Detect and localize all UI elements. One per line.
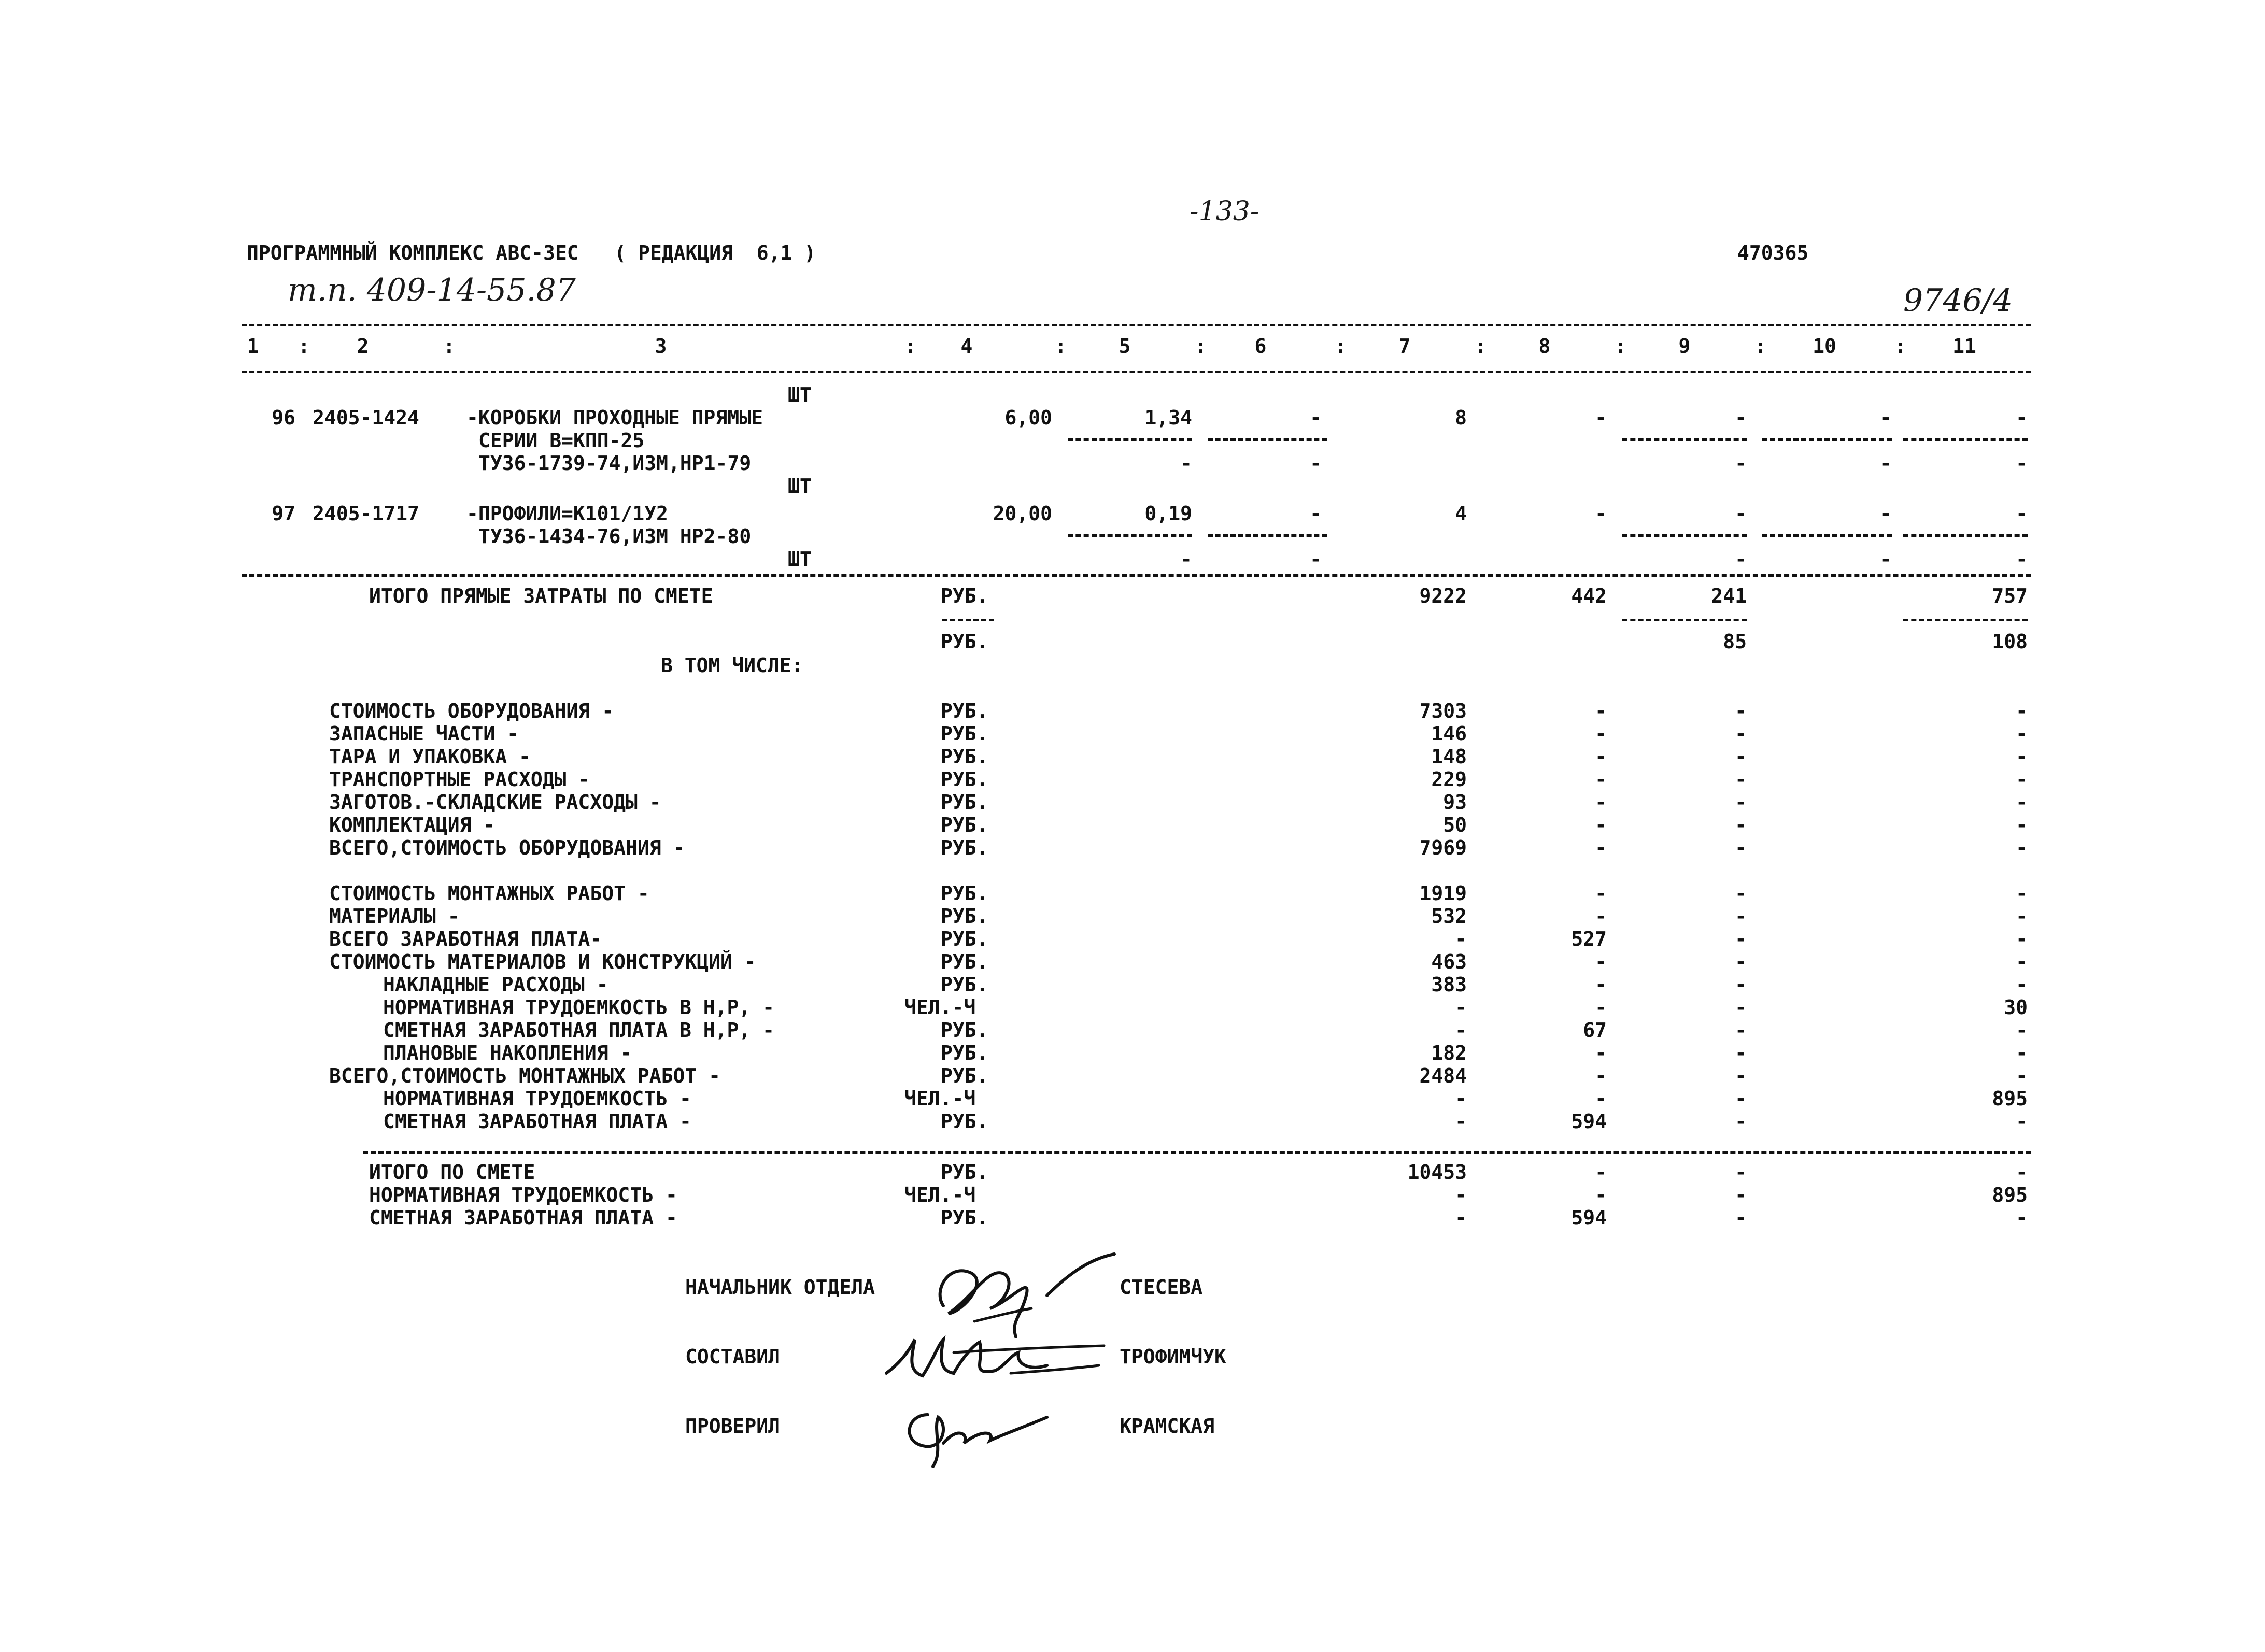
total-direct-unit: РУБ. — [941, 585, 988, 607]
inventory-number: 9746/4 — [1903, 282, 2013, 319]
montage-row-unit: РУБ. — [941, 928, 988, 950]
column-separator: : — [1195, 335, 1207, 358]
final-row-c8: - — [1595, 1161, 1607, 1184]
montage-row-c11: - — [2016, 950, 2028, 973]
cell-sub-c5: - — [1180, 452, 1192, 475]
montage-row-c9: - — [1735, 1019, 1747, 1042]
cell-c5: 1,34 — [1144, 406, 1192, 429]
rule-final — [363, 1151, 2031, 1154]
montage-row-c9: - — [1735, 928, 1747, 950]
equipment-row-c9: - — [1735, 768, 1747, 791]
montage-row-label: НОРМАТИВНАЯ ТРУДОЕМКОСТЬ - — [383, 1087, 691, 1110]
final-row-label: НОРМАТИВНАЯ ТРУДОЕМКОСТЬ - — [369, 1184, 677, 1206]
total-direct-col11-sub: 108 — [1992, 630, 2028, 653]
rule-top — [242, 324, 2031, 326]
rule-sub-col6 — [1208, 534, 1327, 537]
montage-row-unit: РУБ. — [941, 1042, 988, 1064]
montage-row-label: НАКЛАДНЫЕ РАСХОДЫ - — [383, 973, 608, 996]
rule-header-bottom — [242, 371, 2031, 373]
total-direct-unit-2: РУБ. — [941, 630, 988, 653]
montage-row-unit: ЧЕЛ.-Ч — [904, 996, 976, 1019]
equipment-row-label: ЗАГОТОВ.-СКЛАДСКИЕ РАСХОДЫ - — [329, 791, 661, 814]
montage-row-label: ПЛАНОВЫЕ НАКОПЛЕНИЯ - — [383, 1042, 632, 1064]
final-row-c8: - — [1595, 1184, 1607, 1206]
montage-row-c11: 30 — [2004, 996, 2028, 1019]
montage-row-c11: 895 — [1992, 1087, 2028, 1110]
montage-row-c9: - — [1735, 950, 1747, 973]
equipment-row-c9: - — [1735, 722, 1747, 745]
montage-row-c9: - — [1735, 1042, 1747, 1064]
rule-sub-col10 — [1762, 438, 1892, 441]
montage-row-unit: РУБ. — [941, 950, 988, 973]
montage-row-label: СМЕТНАЯ ЗАРАБОТНАЯ ПЛАТА В Н,Р, - — [383, 1019, 774, 1042]
equipment-row-c8: - — [1595, 814, 1607, 836]
montage-row-c8: - — [1595, 905, 1607, 928]
cell-sub-c11: - — [2016, 452, 2028, 475]
total-direct-col11: 757 — [1992, 585, 2028, 607]
signature-name-head: СТЕСЕВА — [1120, 1276, 1203, 1299]
montage-row-c7: - — [1455, 1087, 1467, 1110]
handwritten-signature-2 — [876, 1324, 1120, 1397]
column-header-3: 3 — [655, 335, 667, 358]
equipment-row-unit: РУБ. — [941, 791, 988, 814]
cell-sub-c10: - — [1880, 548, 1892, 571]
equipment-row-c8: - — [1595, 836, 1607, 859]
rule-sub-col6 — [1208, 438, 1327, 441]
final-row-unit: ЧЕЛ.-Ч — [904, 1184, 976, 1206]
total-direct-col8: 442 — [1571, 585, 1607, 607]
final-row-c7: - — [1455, 1184, 1467, 1206]
equipment-row-c11: - — [2016, 745, 2028, 768]
montage-row-c7: 532 — [1431, 905, 1467, 928]
cell-c10: - — [1880, 406, 1892, 429]
item-name-line: ТУ36-1739-74,ИЗМ,НР1-79 — [478, 452, 752, 475]
total-direct-col9: 241 — [1711, 585, 1747, 607]
montage-row-c11: - — [2016, 1110, 2028, 1133]
item-code: 2405-1424 — [313, 406, 419, 429]
final-row-c9: - — [1735, 1206, 1747, 1229]
equipment-row-unit: РУБ. — [941, 814, 988, 836]
montage-row-label: ВСЕГО,СТОИМОСТЬ МОНТАЖНЫХ РАБОТ - — [329, 1064, 720, 1087]
montage-row-c8: - — [1595, 1064, 1607, 1087]
final-row-c11: - — [2016, 1161, 2028, 1184]
cell-sub-c9: - — [1735, 548, 1747, 571]
equipment-row-c9: - — [1735, 745, 1747, 768]
montage-row-c9: - — [1735, 882, 1747, 905]
final-row-label: СМЕТНАЯ ЗАРАБОТНАЯ ПЛАТА - — [369, 1206, 677, 1229]
rule-sub-col10 — [1762, 534, 1892, 537]
montage-row-c8: - — [1595, 950, 1607, 973]
item-name-line: ТУ36-1434-76,ИЗМ НР2-80 — [478, 525, 752, 548]
equipment-row-label: СТОИМОСТЬ ОБОРУДОВАНИЯ - — [329, 700, 614, 722]
item-name-line: -ПРОФИЛИ=К101/1У2 — [466, 502, 668, 525]
montage-row-c9: - — [1735, 1110, 1747, 1133]
item-number: 97 — [272, 502, 295, 525]
equipment-row-c11: - — [2016, 791, 2028, 814]
equipment-row-label: ТРАНСПОРТНЫЕ РАСХОДЫ - — [329, 768, 590, 791]
item-code: 2405-1717 — [313, 502, 419, 525]
montage-row-c9: - — [1735, 905, 1747, 928]
total-direct-col7: 9222 — [1419, 585, 1467, 607]
equipment-row-unit: РУБ. — [941, 722, 988, 745]
final-row-unit: РУБ. — [941, 1206, 988, 1229]
total-direct-label: ИТОГО ПРЯМЫЕ ЗАТРАТЫ ПО СМЕТЕ — [369, 585, 713, 607]
equipment-row-c9: - — [1735, 791, 1747, 814]
column-header-9: 9 — [1678, 335, 1691, 358]
signature-name-checked: КРАМСКАЯ — [1120, 1415, 1215, 1437]
montage-row-c9: - — [1735, 973, 1747, 996]
signature-role-compiled: СОСТАВИЛ — [685, 1345, 781, 1368]
total-direct-col9-sub: 85 — [1723, 630, 1747, 653]
montage-row-c11: - — [2016, 905, 2028, 928]
final-row-label: ИТОГО ПО СМЕТЕ — [369, 1161, 535, 1184]
montage-row-c8: - — [1595, 996, 1607, 1019]
cell-c5: 0,19 — [1144, 502, 1192, 525]
montage-row-label: СМЕТНАЯ ЗАРАБОТНАЯ ПЛАТА - — [383, 1110, 691, 1133]
montage-row-c8: - — [1595, 1087, 1607, 1110]
column-header-4: 4 — [960, 335, 973, 358]
montage-row-unit: РУБ. — [941, 1110, 988, 1133]
equipment-row-c11: - — [2016, 700, 2028, 722]
montage-row-c11: - — [2016, 1064, 2028, 1087]
montage-row-c9: - — [1735, 1087, 1747, 1110]
montage-row-unit: ЧЕЛ.-Ч — [904, 1087, 976, 1110]
montage-row-c11: - — [2016, 1019, 2028, 1042]
cell-sub-c6: - — [1310, 548, 1322, 571]
rule-items-bottom — [242, 574, 2031, 577]
column-header-1: 1 — [247, 335, 259, 358]
column-header-8: 8 — [1538, 335, 1551, 358]
column-header-5: 5 — [1119, 335, 1131, 358]
unit-label: ШТ — [788, 383, 812, 406]
item-name-line: -КОРОБКИ ПРОХОДНЫЕ ПРЯМЫЕ — [466, 406, 763, 429]
column-header-7: 7 — [1398, 335, 1411, 358]
cell-c11: - — [2016, 406, 2028, 429]
montage-row-label: ВСЕГО ЗАРАБОТНАЯ ПЛАТА- — [329, 928, 602, 950]
equipment-row-c7: 50 — [1443, 814, 1467, 836]
equipment-row-c7: 7303 — [1419, 700, 1467, 722]
montage-row-c7: 463 — [1431, 950, 1467, 973]
final-row-c7: - — [1455, 1206, 1467, 1229]
column-separator: : — [1754, 335, 1766, 358]
signature-role-head: НАЧАЛЬНИК ОТДЕЛА — [685, 1276, 875, 1299]
equipment-row-c8: - — [1595, 700, 1607, 722]
rule-sub-col11 — [1903, 438, 2028, 441]
column-separator: : — [1894, 335, 1906, 358]
cell-sub-c9: - — [1735, 452, 1747, 475]
montage-row-unit: РУБ. — [941, 905, 988, 928]
column-separator: : — [1335, 335, 1347, 358]
document-code: 470365 — [1737, 241, 1809, 264]
final-row-c8: 594 — [1571, 1206, 1607, 1229]
signature-name-compiled: ТРОФИМЧУК — [1120, 1345, 1226, 1368]
program-title: ПРОГРАММНЫЙ КОМПЛЕКС АВС-3ЕС ( РЕДАКЦИЯ 6,1 ) — [247, 241, 816, 264]
equipment-row-c7: 146 — [1431, 722, 1467, 745]
rule-sub-col9 — [1622, 438, 1747, 441]
column-separator: : — [904, 335, 916, 358]
cell-sub-c5: - — [1180, 548, 1192, 571]
equipment-row-c8: - — [1595, 791, 1607, 814]
montage-row-c7: - — [1455, 1110, 1467, 1133]
montage-row-c11: - — [2016, 882, 2028, 905]
montage-row-c11: - — [2016, 1042, 2028, 1064]
equipment-row-c7: 229 — [1431, 768, 1467, 791]
cell-c9: - — [1735, 502, 1747, 525]
column-separator: : — [1615, 335, 1626, 358]
cell-c6: - — [1310, 406, 1322, 429]
final-row-c9: - — [1735, 1161, 1747, 1184]
montage-row-c7: - — [1455, 1019, 1467, 1042]
item-name-line: СЕРИИ В=КПП-25 — [478, 429, 645, 452]
rule-col9-sub — [1622, 619, 1747, 621]
equipment-row-c9: - — [1735, 814, 1747, 836]
rule-sub-col9 — [1622, 534, 1747, 537]
cell-sub-c6: - — [1310, 452, 1322, 475]
equipment-row-unit: РУБ. — [941, 745, 988, 768]
column-separator: : — [298, 335, 310, 358]
montage-row-label: СТОИМОСТЬ МАТЕРИАЛОВ И КОНСТРУКЦИЙ - — [329, 950, 756, 973]
montage-row-label: МАТЕРИАЛЫ - — [329, 905, 460, 928]
column-separator: : — [1055, 335, 1067, 358]
equipment-row-c11: - — [2016, 722, 2028, 745]
in-that-heading: В ТОМ ЧИСЛЕ: — [661, 654, 803, 677]
montage-row-c8: 67 — [1583, 1019, 1607, 1042]
montage-row-c7: - — [1455, 996, 1467, 1019]
montage-row-unit: РУБ. — [941, 1064, 988, 1087]
final-row-unit: РУБ. — [941, 1161, 988, 1184]
equipment-row-label: ТАРА И УПАКОВКА - — [329, 745, 531, 768]
column-header-11: 11 — [1952, 335, 1976, 358]
signature-role-checked: ПРОВЕРИЛ — [685, 1415, 781, 1437]
final-row-c9: - — [1735, 1184, 1747, 1206]
montage-row-c9: - — [1735, 996, 1747, 1019]
equipment-row-c8: - — [1595, 745, 1607, 768]
montage-row-c11: - — [2016, 973, 2028, 996]
montage-row-c11: - — [2016, 928, 2028, 950]
cell-c7: 4 — [1455, 502, 1467, 525]
equipment-row-unit: РУБ. — [941, 836, 988, 859]
handwritten-signature-3 — [891, 1394, 1057, 1472]
cell-c11: - — [2016, 502, 2028, 525]
montage-row-c7: - — [1455, 928, 1467, 950]
cell-c4: 6,00 — [1004, 406, 1052, 429]
equipment-row-c8: - — [1595, 768, 1607, 791]
column-header-2: 2 — [357, 335, 369, 358]
cell-c8: - — [1595, 406, 1607, 429]
montage-row-label: НОРМАТИВНАЯ ТРУДОЕМКОСТЬ В Н,Р, - — [383, 996, 774, 1019]
montage-row-c7: 2484 — [1419, 1064, 1467, 1087]
item-number: 96 — [272, 406, 295, 429]
cell-c8: - — [1595, 502, 1607, 525]
rule-sub-col5 — [1068, 438, 1192, 441]
equipment-row-c8: - — [1595, 722, 1607, 745]
montage-row-c8: 527 — [1571, 928, 1607, 950]
unit-label: ШТ — [788, 548, 812, 571]
montage-row-c8: - — [1595, 1042, 1607, 1064]
column-separator: : — [1475, 335, 1487, 358]
equipment-row-c7: 93 — [1443, 791, 1467, 814]
montage-row-unit: РУБ. — [941, 973, 988, 996]
rule-sub-col5 — [1068, 534, 1192, 537]
cell-sub-c11: - — [2016, 548, 2028, 571]
column-separator: : — [443, 335, 455, 358]
equipment-row-c11: - — [2016, 836, 2028, 859]
cell-c6: - — [1310, 502, 1322, 525]
equipment-row-c11: - — [2016, 768, 2028, 791]
montage-row-c8: - — [1595, 882, 1607, 905]
rule-sub-col11 — [1903, 534, 2028, 537]
montage-row-unit: РУБ. — [941, 1019, 988, 1042]
cell-sub-c10: - — [1880, 452, 1892, 475]
montage-row-c9: - — [1735, 1064, 1747, 1087]
final-row-c11: 895 — [1992, 1184, 2028, 1206]
montage-row-c8: 594 — [1571, 1110, 1607, 1133]
equipment-row-c7: 148 — [1431, 745, 1467, 768]
tp-number: т.п. 409-14-55.87 — [288, 272, 576, 308]
montage-row-c8: - — [1595, 973, 1607, 996]
final-row-c11: - — [2016, 1206, 2028, 1229]
cell-c9: - — [1735, 406, 1747, 429]
montage-row-label: СТОИМОСТЬ МОНТАЖНЫХ РАБОТ - — [329, 882, 649, 905]
equipment-row-label: ЗАПАСНЫЕ ЧАСТИ - — [329, 722, 519, 745]
equipment-row-c7: 7969 — [1419, 836, 1467, 859]
equipment-row-c11: - — [2016, 814, 2028, 836]
cell-c4: 20,00 — [993, 502, 1052, 525]
equipment-row-unit: РУБ. — [941, 700, 988, 722]
montage-row-c7: 383 — [1431, 973, 1467, 996]
page-number: -133- — [1190, 196, 1259, 227]
rule-unit-sub — [942, 619, 994, 621]
equipment-row-label: КОМПЛЕКТАЦИЯ - — [329, 814, 496, 836]
montage-row-c7: 182 — [1431, 1042, 1467, 1064]
cell-c7: 8 — [1455, 406, 1467, 429]
unit-label: ШТ — [788, 475, 812, 497]
equipment-row-c9: - — [1735, 836, 1747, 859]
montage-row-unit: РУБ. — [941, 882, 988, 905]
montage-row-c7: 1919 — [1419, 882, 1467, 905]
column-header-6: 6 — [1254, 335, 1267, 358]
equipment-row-c9: - — [1735, 700, 1747, 722]
cell-c10: - — [1880, 502, 1892, 525]
column-header-10: 10 — [1813, 335, 1836, 358]
rule-col11-sub — [1903, 619, 2028, 621]
final-row-c7: 10453 — [1407, 1161, 1467, 1184]
equipment-row-unit: РУБ. — [941, 768, 988, 791]
equipment-row-label: ВСЕГО,СТОИМОСТЬ ОБОРУДОВАНИЯ - — [329, 836, 685, 859]
